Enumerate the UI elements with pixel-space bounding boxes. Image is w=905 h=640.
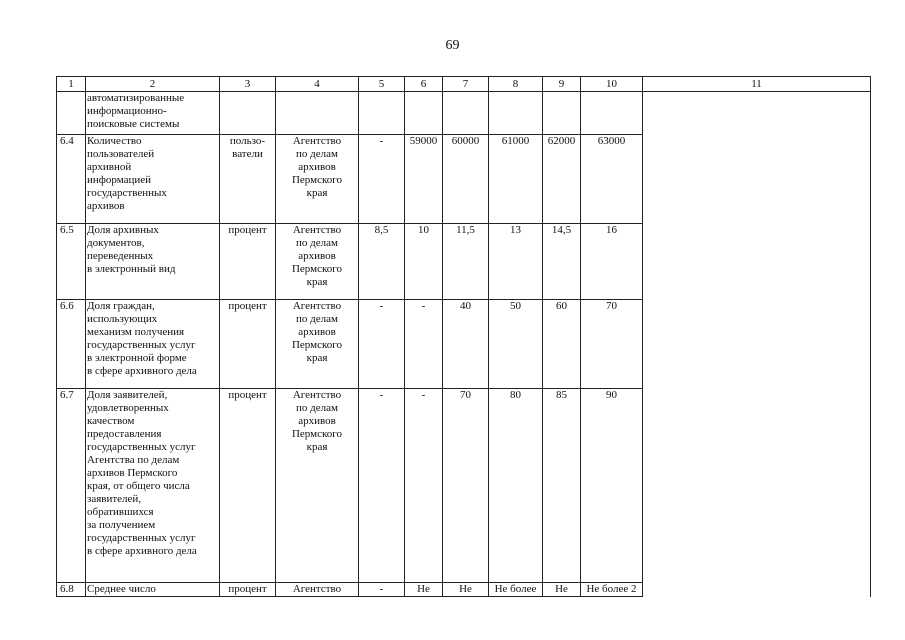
value-col7: 60000 [443,135,489,224]
value-col10: 63000 [581,135,643,224]
unit: процент [220,224,276,300]
agency [276,92,359,135]
column-header: 2 [86,77,220,92]
value-col8: 13 [489,224,543,300]
value-col7: 40 [443,300,489,389]
value-col7 [443,92,489,135]
value-col6 [405,92,443,135]
table-row [57,92,871,135]
value-col10: 16 [581,224,643,300]
value-col10: 70 [581,300,643,389]
column-header: 9 [543,77,581,92]
value-col8: 61000 [489,135,543,224]
row-number: 6.6 [57,300,86,389]
value-col5: - [359,389,405,583]
value-col7: 70 [443,389,489,583]
value-col6: - [405,389,443,583]
value-col8: 80 [489,389,543,583]
indicators-table [56,76,871,597]
value-col6: 59000 [405,135,443,224]
unit: процент [220,389,276,583]
column-header: 8 [489,77,543,92]
value-col6: - [405,300,443,389]
column-header: 10 [581,77,643,92]
indicator-name: автоматизированные информационно- поисковые системы [86,92,220,135]
unit: пользо- ватели [220,135,276,224]
indicator-name: Доля граждан, использующих механизм получения государственных услуг в электронной форме в сфере архивного дела [86,300,220,389]
column-11-cell [643,92,871,597]
agency: Агентство по делам архивов Пермского края [276,389,359,583]
column-header: 11 [643,77,871,92]
row-number [57,92,86,135]
value-col5: - [359,135,405,224]
agency: Агентство [276,583,359,597]
value-col10 [581,92,643,135]
row-number: 6.5 [57,224,86,300]
value-col10: Не более 2 [581,583,643,597]
unit: процент [220,583,276,597]
value-col9: 62000 [543,135,581,224]
value-col9: 14,5 [543,224,581,300]
value-col7: Не [443,583,489,597]
value-col9 [543,92,581,135]
value-col8 [489,92,543,135]
unit [220,92,276,135]
value-col6: 10 [405,224,443,300]
page-number: 69 [445,38,460,53]
indicator-name: Среднее число [86,583,220,597]
row-number: 6.7 [57,389,86,583]
value-col5: - [359,583,405,597]
value-col5: 8,5 [359,224,405,300]
value-col5 [359,92,405,135]
column-header: 1 [57,77,86,92]
value-col5: - [359,300,405,389]
value-col9: 60 [543,300,581,389]
column-header: 7 [443,77,489,92]
column-header: 6 [405,77,443,92]
value-col9: Не [543,583,581,597]
column-header: 3 [220,77,276,92]
indicator-name: Доля заявителей, удовлетворенных качеством предоставления государственных услуг Агентства по делам архивов Пермского края, от общего числа заявителей, обратившихся за получением государственных услуг в сфере архивного дела [86,389,220,583]
indicator-name: Доля архивных документов, переведенных в электронный вид [86,224,220,300]
indicator-name: Количество пользователей архивной информацией государственных архивов [86,135,220,224]
agency: Агентство по делам архивов Пермского края [276,300,359,389]
value-col8: Не более [489,583,543,597]
value-col9: 85 [543,389,581,583]
header-row [57,77,871,92]
row-number: 6.8 [57,583,86,597]
agency: Агентство по делам архивов Пермского края [276,224,359,300]
column-header: 4 [276,77,359,92]
value-col8: 50 [489,300,543,389]
value-col6: Не [405,583,443,597]
column-header: 5 [359,77,405,92]
agency: Агентство по делам архивов Пермского края [276,135,359,224]
value-col7: 11,5 [443,224,489,300]
unit: процент [220,300,276,389]
value-col10: 90 [581,389,643,583]
row-number: 6.4 [57,135,86,224]
